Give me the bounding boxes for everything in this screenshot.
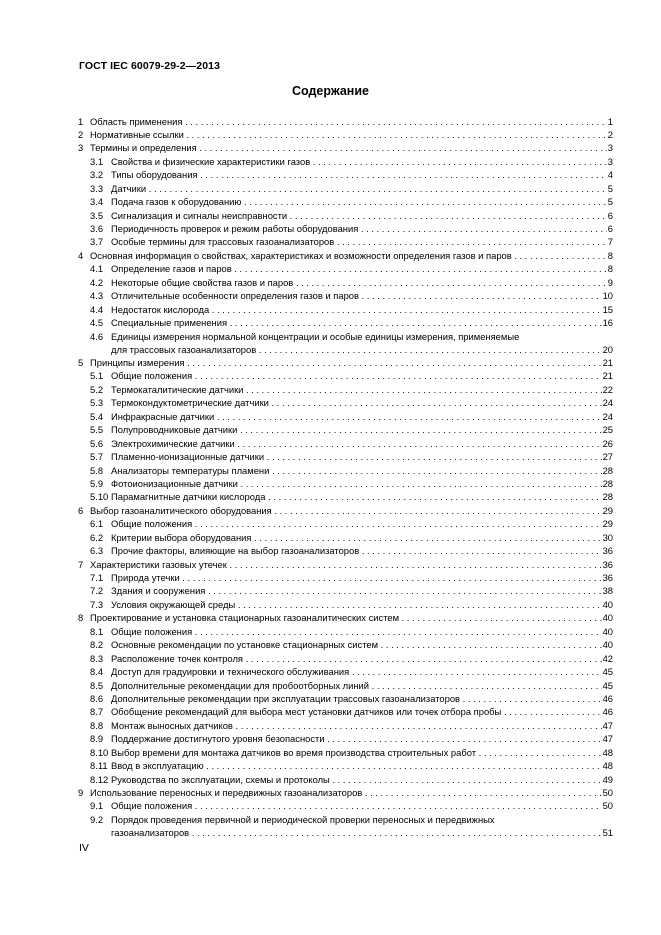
toc-entry-title: Подача газов к оборудованию . . . [111, 195, 613, 208]
toc-entry-title: Фотоионизационные датчики . . . [111, 477, 613, 490]
toc-entry-title: Общие положения . . . [111, 625, 613, 638]
toc-entry [78, 464, 613, 477]
toc-entry [78, 490, 613, 503]
toc-entry-number: 4.6 [90, 330, 104, 342]
toc-entry-page: 5 [607, 182, 613, 194]
toc-entry [78, 531, 613, 544]
toc-entry-number: 7.1 [90, 572, 104, 583]
toc-entry [78, 625, 613, 638]
toc-entry-number: 7.2 [90, 585, 104, 597]
toc-entry-page: 46 [602, 706, 613, 718]
toc-entry-page: 47 [602, 733, 613, 745]
toc-entry-number: 4.1 [90, 263, 104, 275]
toc-entry-number: 7.3 [90, 598, 104, 610]
toc-entry [78, 437, 613, 450]
toc-entry-number: 3.7 [90, 236, 104, 248]
toc-entry-title: Прочие факторы, влияющие на выбор газоанализаторов . . . [111, 544, 613, 557]
toc-entry [78, 652, 613, 665]
toc-entry-number: 5.2 [90, 383, 104, 395]
toc-entry-title: Ввод в эксплуатацию . . . [111, 759, 613, 772]
toc-entry-page: 48 [602, 760, 613, 772]
toc-entry-page: 3 [607, 155, 613, 167]
toc-entry-number: 5.9 [90, 477, 104, 489]
toc-entry-title: Анализаторы температуры пламени . . . [111, 464, 613, 477]
toc-entry-number: 4.5 [90, 317, 104, 329]
toc-entry [78, 558, 613, 571]
toc-entry [78, 195, 613, 208]
toc-entry [78, 289, 613, 302]
toc-entry [78, 773, 613, 786]
toc-entry [78, 276, 613, 289]
toc-entry [78, 450, 613, 463]
toc-entry-title: газоанализаторов . . . [111, 826, 613, 839]
toc-entry-title: Обобщение рекомендаций для выбора мест установки датчиков или точек отбора пробы . . . [111, 705, 613, 718]
toc-entry-page: 1 [607, 115, 613, 127]
toc-entry-title: Область применения . . . [90, 115, 613, 128]
toc-entry [78, 477, 613, 490]
toc-entry-page: 28 [602, 464, 613, 476]
toc-entry-title: Использование переносных и передвижных газоанализаторов . . . [90, 786, 613, 799]
toc-entry-number: 8.11 [90, 760, 108, 772]
toc-entry-page: 36 [602, 558, 613, 570]
toc-entry-page: 6 [607, 209, 613, 221]
toc-entry-title: Специальные применения . . . [111, 316, 613, 329]
toc-entry-title: Некоторые общие свойства газов и паров . . . [111, 276, 613, 289]
toc-entry [78, 732, 613, 745]
toc-entry-page: 16 [602, 317, 613, 329]
toc-entry-number: 8 [78, 612, 84, 624]
toc-entry-number: 8.3 [90, 652, 104, 664]
toc-entry-page: 40 [602, 612, 613, 624]
toc-entry [78, 303, 613, 316]
toc-entry-number: 5.8 [90, 464, 104, 476]
toc-entry-title: Электрохимические датчики . . . [111, 437, 613, 450]
toc-entry-page: 21 [602, 370, 613, 382]
toc-entry-number: 5.7 [90, 451, 104, 463]
toc-entry-number: 3.1 [90, 155, 104, 167]
toc-entry-number: 3.2 [90, 169, 104, 181]
toc-entry-title: Проектирование и установка стационарных газоаналитических систем . . . [90, 611, 613, 624]
toc-entry-title: Выбор времени для монтажа датчиков во время производства строительных работ . . . [111, 746, 613, 759]
toc-entry [78, 813, 613, 840]
toc-entry [78, 396, 613, 409]
toc-entry [78, 383, 613, 396]
toc-entry-title: Дополнительные рекомендации при эксплуатации трассовых газоанализаторов . . . [111, 692, 613, 705]
toc-entry-page: 8 [607, 263, 613, 275]
toc-entry-number: 3 [78, 142, 84, 154]
toc-entry-page: 24 [602, 410, 613, 422]
toc-entry-title: для трассовых газоанализаторов . . . [111, 343, 613, 356]
toc-entry-page: 47 [602, 719, 613, 731]
toc-entry-page: 28 [602, 477, 613, 489]
toc-entry-title: Сигнализация и сигналы неисправности . . . [111, 209, 613, 222]
toc-entry [78, 330, 613, 357]
toc-entry-page: 42 [602, 652, 613, 664]
toc-entry-number: 8.9 [90, 733, 104, 745]
toc-entry-number: 8.1 [90, 625, 104, 637]
toc-entry-number: 8.10 [90, 746, 109, 758]
toc-entry [78, 692, 613, 705]
toc-entry [78, 141, 613, 154]
toc-entry-title: Выбор газоаналитического оборудования . . . [90, 504, 613, 517]
toc-entry-page: 25 [602, 424, 613, 436]
toc-entry-number: 8.5 [90, 679, 104, 691]
toc-entry-number: 7 [78, 558, 84, 570]
toc-entry-title: Монтаж выносных датчиков . . . [111, 719, 613, 732]
toc-entry-number: 4.3 [90, 290, 104, 302]
toc-entry-title: Типы оборудования . . . [111, 168, 613, 181]
toc-entry-number: 4.4 [90, 303, 104, 315]
table-of-contents [78, 115, 613, 840]
toc-entry-number: 5.4 [90, 410, 104, 422]
toc-entry-title: Определение газов и паров . . . [111, 262, 613, 275]
toc-entry-page: 45 [602, 666, 613, 678]
toc-entry-page: 40 [602, 639, 613, 651]
toc-entry-page: 50 [602, 787, 613, 798]
toc-entry-number: 8.4 [90, 666, 104, 678]
toc-entry-title: Общие положения . . . [111, 369, 613, 382]
toc-entry-number: 4.2 [90, 276, 104, 288]
toc-entry-title: Свойства и физические характеристики газов . . . [111, 155, 613, 168]
toc-entry-page: 45 [602, 679, 613, 691]
toc-entry-number: 8.2 [90, 639, 104, 651]
toc-entry [78, 222, 613, 235]
document-code-header: ГОСТ IEC 60079-29-2—2013 [79, 60, 221, 72]
toc-entry-title: Дополнительные рекомендации для пробоотборных линий . . . [111, 679, 613, 692]
toc-entry-title: Общие положения . . . [111, 517, 613, 530]
toc-entry [78, 423, 613, 436]
toc-entry-page: 29 [602, 504, 613, 516]
toc-entry-number: 8.7 [90, 706, 104, 718]
toc-entry-number: 5.5 [90, 424, 104, 436]
toc-entry-title: Пламенно-ионизационные датчики . . . [111, 450, 613, 463]
toc-entry-page: 51 [602, 827, 613, 839]
toc-entry-number: 5 [78, 357, 84, 368]
toc-entry-number: 6.2 [90, 531, 104, 543]
toc-entry [78, 571, 613, 584]
toc-entry-number: 5.10 [90, 491, 109, 503]
toc-entry [78, 544, 613, 557]
toc-entry-page: 38 [602, 585, 613, 597]
toc-entry-page: 27 [602, 451, 613, 463]
toc-entry [78, 679, 613, 692]
toc-entry-page: 9 [607, 276, 613, 288]
toc-entry [78, 235, 613, 248]
toc-entry-title: Датчики . . . [111, 182, 613, 195]
toc-entry-title: Полупроводниковые датчики . . . [111, 423, 613, 436]
toc-entry-number: 8.12 [90, 773, 109, 785]
toc-entry-number: 2 [78, 128, 84, 140]
toc-entry-title: Поддержание достигнутого уровня безопасности . . . [111, 732, 613, 745]
toc-entry-page: 15 [602, 303, 613, 315]
toc-entry-page: 26 [602, 437, 613, 449]
toc-entry-title: Инфракрасные датчики . . . [111, 410, 613, 423]
toc-entry-title: Доступ для градуировки и технического обслуживания . . . [111, 665, 613, 678]
toc-entry [78, 262, 613, 275]
toc-entry-title: Термокондуктометрические датчики . . . [111, 396, 613, 409]
toc-entry [78, 356, 613, 369]
toc-entry-title: Основная информация о свойствах, характеристиках и возможности определения газов и паров . . . [90, 249, 613, 262]
toc-entry-title-line1: Порядок проведения первичной и периодической проверки переносных и передвижных [111, 813, 495, 825]
toc-entry-title: Основные рекомендации по установке стационарных систем . . . [111, 638, 613, 651]
toc-entry [78, 168, 613, 181]
toc-entry [78, 705, 613, 718]
toc-entry [78, 598, 613, 611]
toc-entry-page: 49 [602, 773, 613, 785]
toc-entry-title-line1: Единицы измерения нормальной концентрации и особые единицы измерения, применяемые [111, 330, 520, 342]
toc-entry [78, 182, 613, 195]
toc-entry [78, 799, 613, 812]
toc-entry-number: 5.6 [90, 437, 104, 449]
toc-entry-title: Термокаталитические датчики . . . [111, 383, 613, 396]
toc-entry-page: 30 [602, 531, 613, 543]
toc-entry-number: 6.1 [90, 518, 104, 530]
toc-entry-number: 3.5 [90, 209, 104, 221]
toc-entry-number: 8.8 [90, 719, 104, 731]
toc-entry [78, 155, 613, 168]
toc-entry-number: 6 [78, 504, 84, 516]
toc-entry-page: 4 [607, 169, 613, 181]
toc-entry-title: Особые термины для трассовых газоанализаторов . . . [111, 235, 613, 248]
toc-entry [78, 638, 613, 651]
toc-entry-page: 5 [607, 196, 613, 208]
toc-entry-title: Недостаток кислорода . . . [111, 303, 613, 316]
toc-entry-number: 9.1 [90, 800, 104, 812]
toc-entry [78, 128, 613, 141]
toc-entry-page: 36 [602, 572, 613, 583]
toc-entry [78, 759, 613, 772]
toc-entry-page: 7 [607, 236, 613, 248]
toc-entry [78, 209, 613, 222]
toc-entry-title: Здания и сооружения . . . [111, 584, 613, 597]
toc-entry-title: Общие положения . . . [111, 799, 613, 812]
toc-entry-number: 3.4 [90, 196, 104, 208]
toc-entry-title: Отличительные особенности определения газов и паров . . . [111, 289, 613, 302]
toc-entry-page: 8 [607, 249, 613, 261]
toc-entry-number: 3.3 [90, 182, 104, 194]
toc-entry-page: 40 [602, 598, 613, 610]
toc-entry [78, 584, 613, 597]
toc-entry-title: Термины и определения . . . [90, 141, 613, 154]
toc-entry [78, 665, 613, 678]
toc-entry [78, 249, 613, 262]
toc-entry-page: 46 [602, 692, 613, 704]
toc-entry [78, 316, 613, 329]
toc-entry-title: Принципы измерения . . . [90, 356, 613, 369]
toc-entry [78, 369, 613, 382]
toc-entry [78, 719, 613, 732]
toc-entry-title: Нормативные ссылки . . . [90, 128, 613, 141]
toc-entry [78, 504, 613, 517]
toc-entry [78, 410, 613, 423]
toc-entry [78, 786, 613, 799]
toc-entry-number: 6.3 [90, 545, 104, 557]
toc-entry-title: Расположение точек контроля . . . [111, 652, 613, 665]
toc-entry-page: 21 [602, 357, 613, 368]
toc-entry [78, 517, 613, 530]
toc-entry-title: Критерии выбора оборудования . . . [111, 531, 613, 544]
toc-entry-title: Парамагнитные датчики кислорода . . . [111, 490, 613, 503]
toc-entry-page: 29 [602, 518, 613, 530]
toc-entry-page: 20 [602, 343, 613, 355]
toc-entry-page: 40 [602, 625, 613, 637]
toc-entry-page: 2 [607, 128, 613, 140]
toc-entry-page: 36 [602, 545, 613, 557]
toc-entry-title: Природа утечки . . . [111, 571, 613, 584]
toc-entry-page: 24 [602, 397, 613, 409]
toc-entry [78, 746, 613, 759]
toc-entry [78, 611, 613, 624]
toc-entry-title: Характеристики газовых утечек . . . [90, 558, 613, 571]
toc-entry-number: 8.6 [90, 692, 104, 704]
toc-entry-page: 3 [607, 142, 613, 154]
page-number-footer: IV [79, 842, 89, 854]
toc-entry-number: 5.1 [90, 370, 104, 382]
toc-entry-page: 10 [602, 290, 613, 302]
toc-entry-page: 50 [602, 800, 613, 812]
toc-entry-number: 1 [78, 115, 84, 127]
toc-entry-title: Периодичность проверок и режим работы оборудования . . . [111, 222, 613, 235]
toc-entry [78, 115, 613, 128]
toc-entry-page: 6 [607, 223, 613, 234]
toc-entry-page: 48 [602, 746, 613, 758]
toc-entry-title: Условия окружающей среды . . . [111, 598, 613, 611]
toc-entry-number: 4 [78, 249, 84, 261]
toc-entry-number: 9 [78, 787, 84, 798]
toc-entry-page: 22 [602, 383, 613, 395]
toc-entry-title: Руководства по эксплуатации, схемы и протоколы . . . [111, 773, 613, 786]
page-title: Содержание [291, 84, 369, 98]
toc-entry-number: 9.2 [90, 813, 104, 825]
toc-entry-page: 28 [602, 491, 613, 503]
toc-entry-number: 5.3 [90, 397, 104, 409]
toc-entry-number: 3.6 [90, 223, 104, 234]
